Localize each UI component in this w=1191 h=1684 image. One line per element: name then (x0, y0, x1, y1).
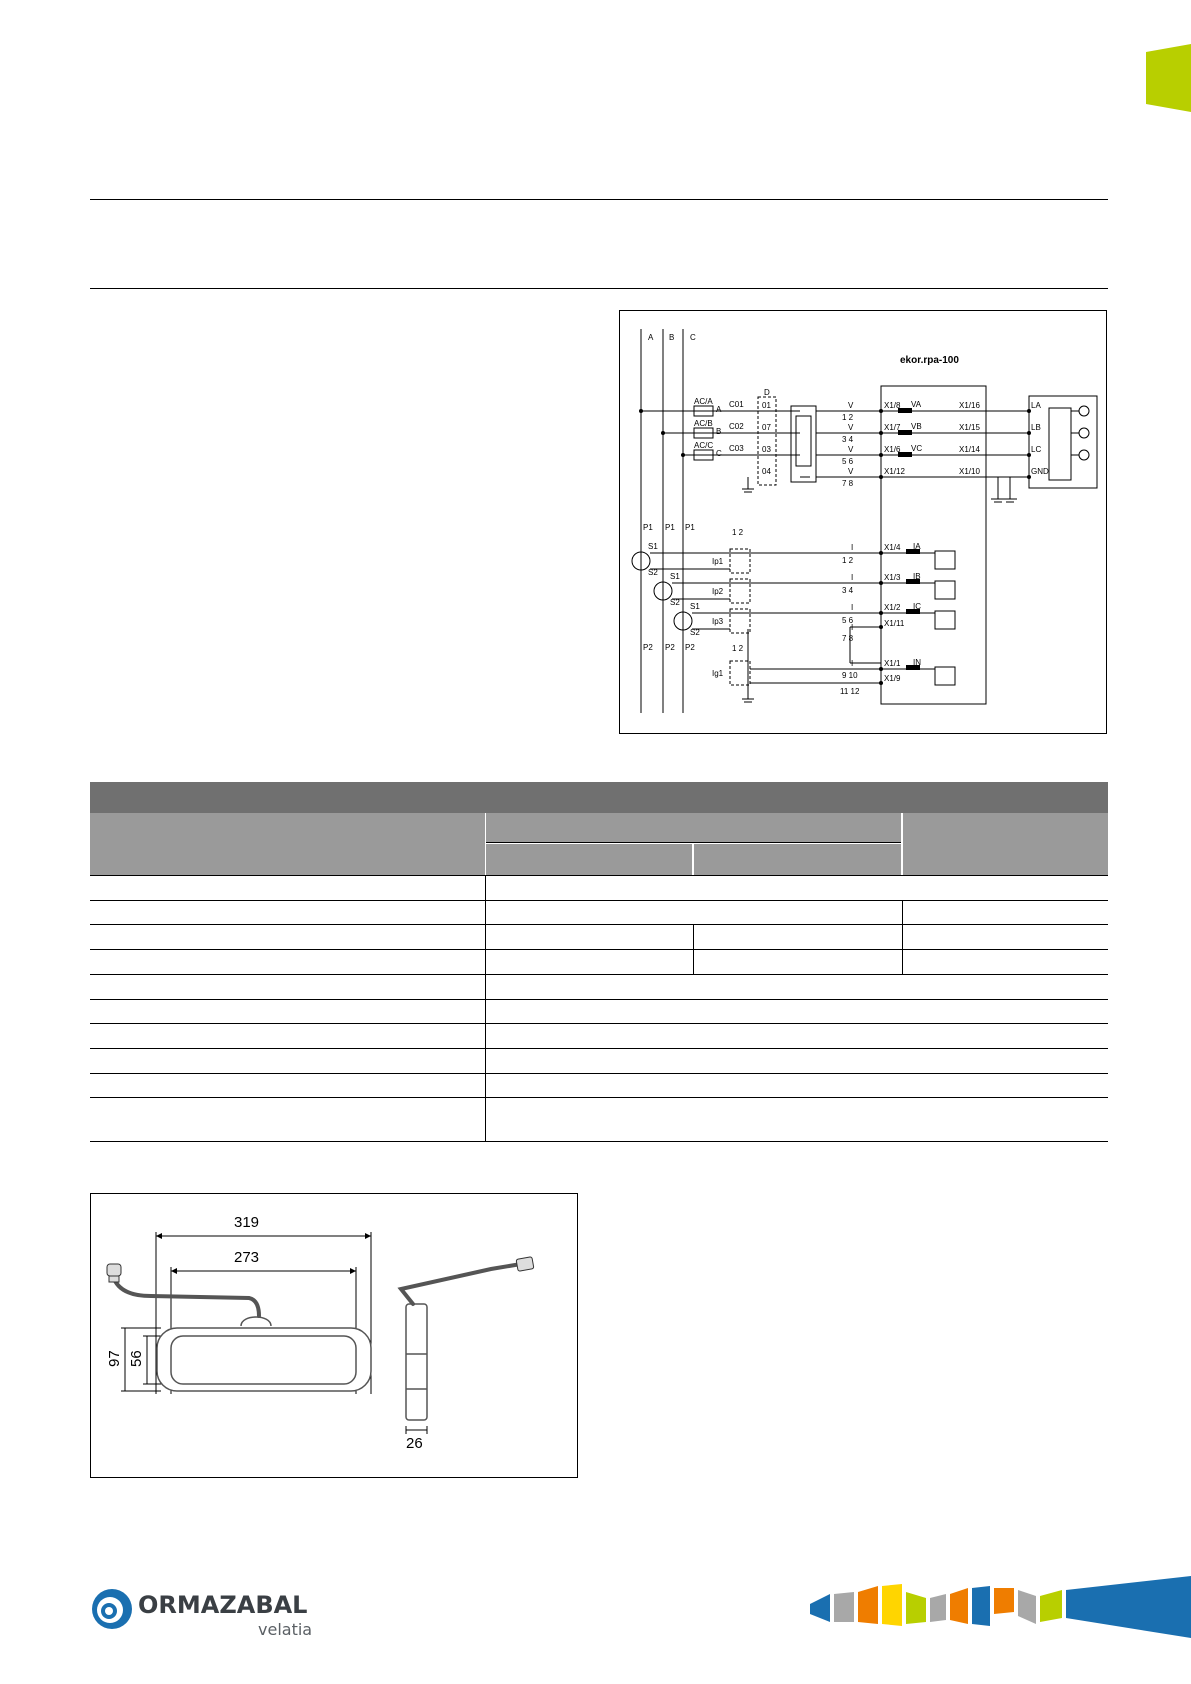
x1-r-4: X1/10 (959, 467, 980, 476)
v-pair-3: 5 6 (842, 457, 854, 466)
brand-subtitle: velatia (258, 1620, 313, 1639)
s1-label-a: S1 (648, 542, 658, 551)
footer-color-bar (810, 1576, 1191, 1638)
lamp-label-gnd: GND (1031, 467, 1049, 476)
dim-width-body: 273 (234, 1249, 260, 1266)
i-label-5: I (851, 659, 854, 668)
v-pair-2: 3 4 (842, 435, 854, 444)
ix-label-c: IC (913, 602, 921, 611)
dim-height-body: 56 (128, 1350, 145, 1367)
acv-label-a: AC/A (694, 397, 713, 406)
table-row-line (90, 1073, 1108, 1074)
table-row-line (90, 999, 1108, 1000)
ix-label-a: IA (913, 542, 921, 551)
table-row-line (90, 1141, 1108, 1142)
dim-width-total: 319 (234, 1214, 260, 1231)
table-head-sub-1 (486, 844, 692, 875)
s1-label-c: S1 (690, 602, 700, 611)
v-label-3: V (848, 445, 854, 454)
unit-title: ekor.rpa-100 (900, 355, 959, 366)
p1-label-b: P1 (665, 523, 675, 532)
p2-label-b: P2 (665, 643, 675, 652)
i-label-1: I (851, 543, 854, 552)
acv-label-b: AC/B (694, 419, 713, 428)
dim-height-total: 97 (106, 1350, 123, 1367)
wiring-schematic (619, 310, 1107, 734)
p2-label-a: P2 (643, 643, 653, 652)
lamp-label-a: LA (1031, 401, 1041, 410)
d-term-1: 01 (762, 401, 771, 410)
table-col-sep (485, 875, 486, 1141)
lamp-label-c: LC (1031, 445, 1042, 454)
acv-label-c: AC/C (694, 441, 714, 450)
v-label-2: V (848, 423, 854, 432)
v-pair-4: 7 8 (842, 479, 854, 488)
wiring-schematic-svg (620, 311, 1108, 735)
dim-thickness: 26 (406, 1435, 423, 1452)
s1-label-b: S1 (670, 572, 680, 581)
v-pair-1: 1 2 (842, 413, 854, 422)
i-pair-4: 7 8 (842, 634, 854, 643)
s2-label-a: S2 (648, 568, 658, 577)
pair-12-top: 1 2 (732, 528, 744, 537)
table-head-parameter (90, 813, 485, 875)
spec-table (90, 782, 1108, 1142)
coupler-label-3: C03 (729, 444, 744, 453)
i-pair-3: 5 6 (842, 616, 854, 625)
ip-label-3: Ip3 (712, 617, 724, 626)
header-rule-top (90, 199, 1108, 200)
i-pair-6: 11 12 (840, 687, 860, 696)
table-title-bar (90, 782, 1108, 813)
s2-label-c: S2 (690, 628, 700, 637)
x1-i-3: X1/2 (884, 603, 901, 612)
phase-label-b: B (669, 333, 675, 342)
v-label-4: V (848, 467, 854, 476)
table-row-line (90, 1097, 1108, 1098)
pair-12-bottom: 1 2 (732, 644, 744, 653)
table-head-right (903, 813, 1108, 875)
table-row-line (90, 924, 1108, 925)
ip-label-1: Ip1 (712, 557, 724, 566)
d-term-4: 04 (762, 467, 771, 476)
d-term-2: 07 (762, 423, 771, 432)
table-row-line (90, 974, 1108, 975)
table-row-line (90, 1023, 1108, 1024)
ix-label-n: IN (913, 658, 921, 667)
vx-label-c: VC (911, 444, 923, 453)
i-label-4: I (851, 623, 854, 632)
x1-v-3: X1/6 (884, 445, 901, 454)
x1-r-2: X1/15 (959, 423, 980, 432)
i-pair-5: 9 10 (842, 671, 858, 680)
brand-name: ORMAZABAL (138, 1591, 308, 1619)
s2-label-b: S2 (670, 598, 680, 607)
brand-logo (90, 1587, 330, 1643)
p1-label-c: P1 (685, 523, 695, 532)
lamp-label-b: LB (1031, 423, 1041, 432)
table-head-sub-2 (694, 844, 901, 875)
vx-label-a: VA (911, 400, 922, 409)
table-col-sep (902, 900, 903, 974)
x1-i-4: X1/11 (884, 619, 905, 628)
x1-i-5: X1/1 (884, 659, 901, 668)
x1-i-2: X1/3 (884, 573, 901, 582)
table-row-line (90, 949, 1108, 950)
ix-label-b: IB (913, 572, 921, 581)
p2-label-c: P2 (685, 643, 695, 652)
brand-swirl-icon (90, 1587, 134, 1631)
table-col-sep (693, 924, 694, 974)
phase-label-c: C (690, 333, 696, 342)
p1-label-a: P1 (643, 523, 653, 532)
x1-r-1: X1/16 (959, 401, 980, 410)
x1-i-1: X1/4 (884, 543, 901, 552)
table-row-line (90, 900, 1108, 901)
header-rule-bottom (90, 288, 1108, 289)
coupler-label-1: C01 (729, 400, 744, 409)
x1-v-2: X1/7 (884, 423, 901, 432)
page-corner-tab (1146, 44, 1191, 112)
d-term-3: 03 (762, 445, 771, 454)
x1-v-4: X1/12 (884, 467, 905, 476)
vx-label-b: VB (911, 422, 922, 431)
acv-letter-c: C (716, 449, 722, 458)
i-label-2: I (851, 573, 854, 582)
v-label-1: V (848, 401, 854, 410)
d-label: D (764, 388, 770, 397)
table-row-line (90, 875, 1108, 876)
acv-letter-a: A (716, 405, 722, 414)
i-label-3: I (851, 603, 854, 612)
table-row-line (90, 1048, 1108, 1049)
table-head-group (486, 813, 901, 843)
ig-label: Ig1 (712, 669, 724, 678)
i-pair-1: 1 2 (842, 556, 854, 565)
i-pair-2: 3 4 (842, 586, 854, 595)
coupler-label-2: C02 (729, 422, 744, 431)
acv-letter-b: B (716, 427, 722, 436)
ip-label-2: Ip2 (712, 587, 724, 596)
phase-label-a: A (648, 333, 654, 342)
x1-i-6: X1/9 (884, 674, 901, 683)
dimension-drawing-svg (91, 1194, 579, 1479)
dimension-drawing (90, 1193, 578, 1478)
x1-r-3: X1/14 (959, 445, 980, 454)
x1-v-1: X1/8 (884, 401, 901, 410)
